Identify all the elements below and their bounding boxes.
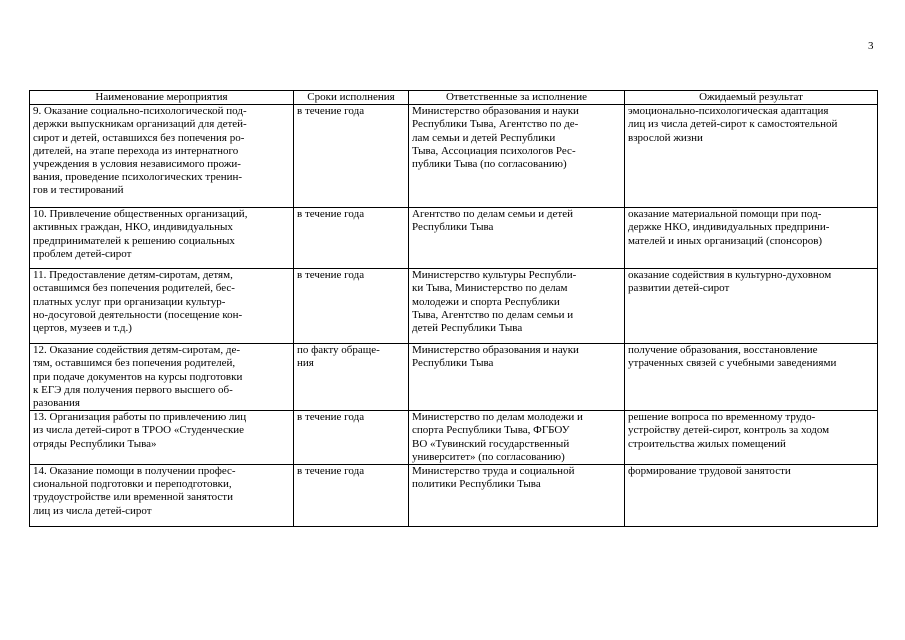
cell-line: но-досуговой деятельности (посещение кон- bbox=[33, 308, 243, 321]
cell-line: Республики Тыва bbox=[412, 357, 494, 370]
cell-line: в течение года bbox=[297, 105, 365, 118]
cell-line: тям, оставшимся без попечения родителей, bbox=[33, 357, 236, 370]
cell-line: ВО «Тувинский государственный bbox=[412, 437, 570, 450]
cell-line: политики Республики Тыва bbox=[412, 478, 541, 491]
cell-line: ки Тыва, Министерство по делам bbox=[412, 282, 568, 295]
event-cell bbox=[30, 411, 294, 465]
event-cell bbox=[30, 208, 294, 269]
cell-line: 13. Организация работы по привлечению лиц bbox=[33, 411, 247, 424]
action-plan-table bbox=[29, 90, 878, 527]
table-row bbox=[30, 344, 878, 411]
page-number: 3 bbox=[868, 40, 874, 52]
table-row bbox=[30, 105, 878, 208]
cell-line: Республики Тыва bbox=[412, 221, 494, 234]
header-result: Ожидаемый результат bbox=[625, 91, 878, 105]
term-cell bbox=[294, 411, 409, 465]
cell-line: университет» (по согласованию) bbox=[412, 450, 565, 463]
cell-line: сиональной подготовки и переподготовки, bbox=[33, 478, 232, 491]
cell-line: гов и тестирований bbox=[33, 184, 124, 197]
term-cell bbox=[294, 269, 409, 344]
responsible-cell bbox=[409, 105, 625, 208]
term-cell bbox=[294, 208, 409, 269]
result-cell bbox=[625, 105, 878, 208]
result-cell bbox=[625, 411, 878, 465]
cell-line: формирование трудовой занятости bbox=[628, 465, 791, 478]
cell-line: держки выпускникам организаций для детей- bbox=[33, 118, 247, 131]
cell-line: вания, проведение психологических тренин- bbox=[33, 171, 243, 184]
cell-line: активных граждан, НКО, индивидуальных bbox=[33, 221, 233, 234]
cell-line: Министерство по делам молодежи и bbox=[412, 411, 583, 424]
cell-line: 11. Предоставление детям-сиротам, детям, bbox=[33, 269, 233, 282]
cell-line: оказание материальной помощи при под- bbox=[628, 208, 822, 221]
cell-line: 14. Оказание помощи в получении профес- bbox=[33, 465, 236, 478]
table-row bbox=[30, 465, 878, 527]
cell-line: платных услуг при организации культур- bbox=[33, 295, 226, 308]
cell-line: трудоустройстве или временной занятости bbox=[33, 491, 233, 504]
cell-line: публики Тыва (по согласованию) bbox=[412, 158, 567, 171]
cell-line: оказание содействия в культурно-духовном bbox=[628, 269, 832, 282]
cell-line: Министерство труда и социальной bbox=[412, 465, 575, 478]
responsible-cell bbox=[409, 269, 625, 344]
term-cell bbox=[294, 465, 409, 527]
cell-line: оставшимся без попечения родителей, бес- bbox=[33, 282, 235, 295]
cell-line: лиц из числа детей-сирот bbox=[33, 504, 152, 517]
cell-line: Агентство по делам семьи и детей bbox=[412, 208, 573, 221]
cell-line: взрослой жизни bbox=[628, 131, 703, 144]
cell-line: разования bbox=[33, 397, 80, 410]
cell-line: решение вопроса по временному трудо- bbox=[628, 411, 816, 424]
event-cell bbox=[30, 465, 294, 527]
cell-line: Министерство образования и науки bbox=[412, 344, 579, 357]
responsible-cell bbox=[409, 465, 625, 527]
cell-line: по факту обраще- bbox=[297, 344, 380, 357]
cell-line: проблем детей-сирот bbox=[33, 247, 132, 260]
cell-line: учреждения в условия независимого прожи- bbox=[33, 158, 241, 171]
cell-line: 12. Оказание содействия детям-сиротам, де- bbox=[33, 344, 241, 357]
cell-line: Республики Тыва, Агентство по де- bbox=[412, 118, 579, 131]
cell-line: 9. Оказание социально-психологической под- bbox=[33, 105, 247, 118]
cell-line: цертов, музеев и т.д.) bbox=[33, 322, 132, 335]
cell-line: сирот и детей, оставшихся без попечения ро- bbox=[33, 131, 245, 144]
event-cell bbox=[30, 269, 294, 344]
cell-line: предпринимателей к решению социальных bbox=[33, 234, 235, 247]
event-cell bbox=[30, 344, 294, 411]
table-row bbox=[30, 411, 878, 465]
cell-line: Министерство культуры Республи- bbox=[412, 269, 577, 282]
cell-line: в течение года bbox=[297, 411, 365, 424]
cell-line: развитии детей-сирот bbox=[628, 282, 730, 295]
header-event: Наименование мероприятия bbox=[30, 91, 294, 105]
cell-line: мателей и иных организаций (спонсоров) bbox=[628, 234, 823, 247]
result-cell bbox=[625, 344, 878, 411]
result-cell bbox=[625, 465, 878, 527]
cell-line: ния bbox=[297, 357, 314, 370]
cell-line: при подаче документов на курсы подготовки bbox=[33, 370, 243, 383]
cell-line: 10. Привлечение общественных организаций, bbox=[33, 208, 248, 221]
responsible-cell bbox=[409, 344, 625, 411]
cell-line: спорта Республики Тыва, ФГБОУ bbox=[412, 424, 570, 437]
event-cell bbox=[30, 105, 294, 208]
cell-line: в течение года bbox=[297, 269, 365, 282]
result-cell bbox=[625, 208, 878, 269]
cell-line: лам семьи и детей Республики bbox=[412, 131, 556, 144]
header-term: Сроки исполнения bbox=[294, 91, 409, 105]
cell-line: Тыва, Агентство по делам семьи и bbox=[412, 308, 574, 321]
cell-line: строительства жилых помещений bbox=[628, 437, 786, 450]
cell-line: молодежи и спорта Республики bbox=[412, 295, 560, 308]
header-responsible: Ответственные за исполнение bbox=[409, 91, 625, 105]
table-header-row bbox=[30, 91, 878, 105]
result-cell bbox=[625, 269, 878, 344]
cell-line: получение образования, восстановление bbox=[628, 344, 818, 357]
cell-line: утраченных связей с учебными заведениями bbox=[628, 357, 837, 370]
responsible-cell bbox=[409, 411, 625, 465]
cell-line: эмоционально-психологическая адаптация bbox=[628, 105, 829, 118]
responsible-cell bbox=[409, 208, 625, 269]
table-row bbox=[30, 269, 878, 344]
cell-line: к ЕГЭ для получения первого высшего об- bbox=[33, 383, 233, 396]
term-cell bbox=[294, 344, 409, 411]
table-row bbox=[30, 208, 878, 269]
cell-line: устройству детей-сирот, контроль за ходом bbox=[628, 424, 830, 437]
cell-line: в течение года bbox=[297, 465, 365, 478]
cell-line: отряды Республики Тыва» bbox=[33, 437, 157, 450]
term-cell bbox=[294, 105, 409, 208]
cell-line: из числа детей-сирот в ТРОО «Студенческие bbox=[33, 424, 245, 437]
cell-line: держке НКО, индивидуальных предприни- bbox=[628, 221, 830, 234]
cell-line: лиц из числа детей-сирот к самостоятельной bbox=[628, 118, 838, 131]
cell-line: дителей, на этапе перехода из интернатного bbox=[33, 144, 239, 157]
cell-line: детей Республики Тыва bbox=[412, 322, 523, 335]
cell-line: Министерство образования и науки bbox=[412, 105, 579, 118]
cell-line: Тыва, Ассоциация психологов Рес- bbox=[412, 144, 576, 157]
cell-line: в течение года bbox=[297, 208, 365, 221]
